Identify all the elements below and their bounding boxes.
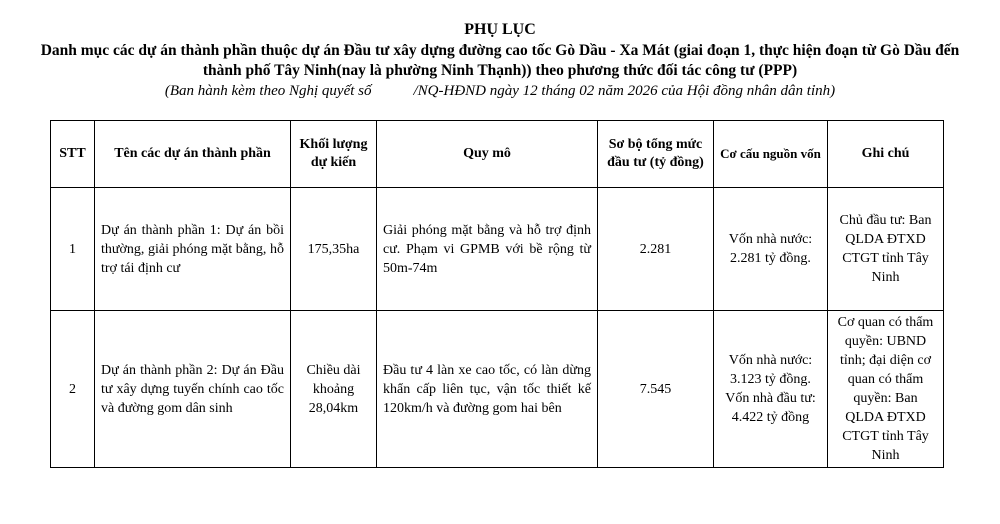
cell-volume: 175,35ha xyxy=(291,188,377,311)
issuance-note xyxy=(40,81,960,101)
cell-name: Dự án thành phần 1: Dự án bồi thường, giải phóng mặt bằng, hỗ trợ tái định cư xyxy=(95,188,291,311)
cell-investment: 2.281 xyxy=(598,188,714,311)
header-investment: Sơ bộ tổng mức đầu tư (tỷ đồng) xyxy=(598,121,714,188)
cell-stt: 1 xyxy=(51,188,95,311)
cell-investment: 7.545 xyxy=(598,311,714,468)
issuance-note-after: /NQ-HĐND ngày 12 tháng 02 năm 2026 của Hội đồng nhân dân tỉnh) xyxy=(413,83,836,99)
document-subtitle: Danh mục các dự án thành phần thuộc dự án Đầu tư xây dựng đường cao tốc Gò Dầu - Xa Mát (giai đoạn 1, thực hiện đoạn từ Gò Dầu đến thành phố Tây Ninh(nay là phường Ninh Thạnh)) theo phương thức đối tác công tư (PPP) xyxy=(40,42,960,79)
cell-volume: Chiều dài khoảng 28,04km xyxy=(291,311,377,468)
header-name: Tên các dự án thành phần xyxy=(95,121,291,188)
cell-notes: Chủ đầu tư: Ban QLDA ĐTXD CTGT tỉnh Tây Ninh xyxy=(828,188,944,311)
table-header-row xyxy=(51,121,944,188)
cell-funding: Vốn nhà nước: 3.123 tỷ đồng. Vốn nhà đầu tư: 4.422 tỷ đồng xyxy=(714,311,828,468)
header-notes: Ghi chú xyxy=(828,121,944,188)
issuance-note-before: (Ban hành kèm theo Nghị quyết số xyxy=(164,83,372,99)
cell-funding: Vốn nhà nước: 2.281 tỷ đồng. xyxy=(714,188,828,311)
header-stt: STT xyxy=(51,121,95,188)
cell-name: Dự án thành phần 2: Dự án Đầu tư xây dựng tuyến chính cao tốc và đường gom dân sinh xyxy=(95,311,291,468)
cell-scale: Đầu tư 4 làn xe cao tốc, có làn dừng khẩn cấp liên tục, vận tốc thiết kế 120km/h và đường gom hai bên xyxy=(377,311,598,468)
header-scale: Quy mô xyxy=(377,121,598,188)
header-funding: Cơ cấu nguồn vốn xyxy=(714,121,828,188)
document-title: PHỤ LỤC xyxy=(464,21,536,38)
cell-notes: Cơ quan có thẩm quyền: UBND tỉnh; đại diện cơ quan có thẩm quyền: Ban QLDA ĐTXD CTGT tỉnh Tây Ninh xyxy=(828,311,944,468)
projects-table xyxy=(50,120,944,468)
header-volume: Khối lượng dự kiến xyxy=(291,121,377,188)
table-row xyxy=(51,188,944,311)
table-row xyxy=(51,311,944,468)
cell-stt: 2 xyxy=(51,311,95,468)
cell-scale: Giải phóng mặt bằng và hỗ trợ định cư. Phạm vi GPMB với bề rộng từ 50m-74m xyxy=(377,188,598,311)
